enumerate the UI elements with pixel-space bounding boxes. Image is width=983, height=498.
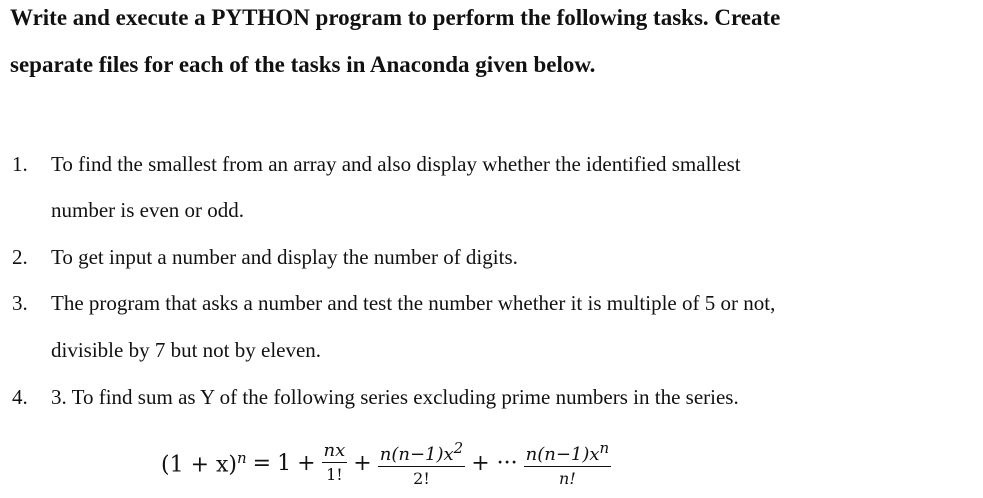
formula-term-2-numerator-base: n(n−1)x [379,443,454,465]
formula-plus-2: + [353,450,372,476]
list-item-2-line-1: To get input a number and display the number of digits. [51,245,518,269]
formula-ellipsis: + ··· [471,450,518,476]
formula-term-3 [524,437,612,490]
list-item-number-4: 4. [12,385,28,409]
list-item-number-2: 2. [12,245,28,269]
list-item-number-1: 1. [12,152,28,176]
heading-line-1: Write and execute a PYTHON program to perform the following tasks. Create [10,5,781,30]
formula-term-1 [322,440,348,486]
formula-term-2-numerator [378,437,465,467]
formula-term-3-denominator: n! [559,468,576,488]
formula-equals: = [252,450,272,476]
formula-lhs [161,449,247,477]
binomial-series-formula [158,432,614,494]
formula-lhs-base: (1 + x) [161,452,237,478]
formula-term-2-numerator-exponent: 2 [453,438,464,457]
formula-term-1-denominator: 1! [326,465,343,484]
list-item-1-line-2: number is even or odd. [51,198,245,222]
list-item-number-3: 3. [12,291,28,315]
formula-one: 1 [277,450,292,476]
formula-term-2 [378,437,465,490]
formula-term-3-numerator-base: n(n−1)x [525,443,600,465]
formula-term-2-denominator: 2! [413,468,430,488]
heading-line-2: separate files for each of the tasks in Anaconda given below. [10,52,596,77]
formula-lhs-exponent: n [237,448,247,467]
list-item-3-line-2: divisible by 7 but not by eleven. [51,338,322,362]
formula-term-3-numerator-exponent: n [599,438,610,457]
list-item-3-line-1: The program that asks a number and test the number whether it is multiple of 5 or not, [51,291,776,315]
formula-term-3-numerator [524,437,612,467]
list-item-4-line-1: 3. To find sum as Y of the following series excluding prime numbers in the series. [51,385,739,409]
formula-plus-1: + [297,450,316,476]
formula-term-1-numerator: nx [323,440,346,461]
list-item-1-line-1: To find the smallest from an array and also display whether the identified smallest [51,152,741,176]
